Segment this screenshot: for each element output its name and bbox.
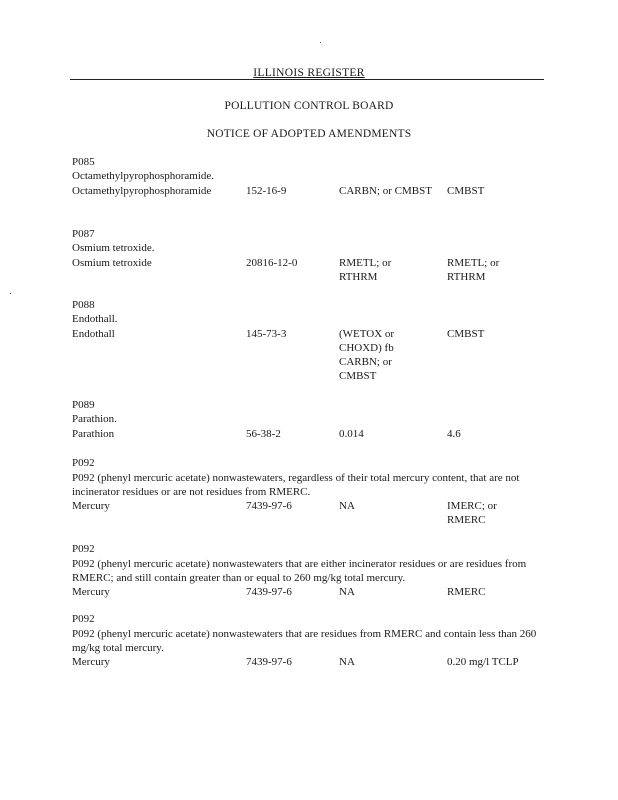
waste-description: Endothall.: [72, 313, 118, 325]
waste-code: P089: [72, 399, 95, 411]
constituent-name: Parathion: [72, 428, 115, 440]
nonwastewater-standard: CMBST: [447, 328, 485, 340]
nonwastewater-standard: IMERC; or RMERC: [447, 500, 497, 526]
waste-code: P092: [72, 543, 95, 555]
nonwastewater-standard: RMERC: [447, 586, 486, 598]
waste-code: P092: [72, 457, 95, 469]
waste-entry: [72, 228, 552, 288]
waste-code: P087: [72, 228, 95, 240]
waste-entry: [72, 399, 552, 444]
nonwastewater-standard: 0.20 mg/l TCLP: [447, 656, 519, 668]
register-title: ILLINOIS REGISTER: [253, 67, 365, 79]
scan-speck: [320, 42, 321, 43]
header-rule: [70, 79, 544, 80]
waste-description: Parathion.: [72, 413, 117, 425]
waste-description: P092 (phenyl mercuric acetate) nonwastewaters that are residues from RMERC and contain less than 260 mg/kg total mercury.: [72, 628, 537, 654]
constituent-name: Mercury: [72, 656, 110, 668]
waste-code: P088: [72, 299, 95, 311]
constituent-name: Mercury: [72, 500, 110, 512]
nonwastewater-standard: CMBST: [447, 185, 485, 197]
waste-description: P092 (phenyl mercuric acetate) nonwastewaters, regardless of their total mercury content, that are not incinerator residues or are not residues from RMERC.: [72, 472, 520, 498]
cas-number: 20816-12-0: [246, 257, 298, 269]
cas-number: 7439-97-6: [246, 586, 292, 598]
cas-number: 56-38-2: [246, 428, 281, 440]
waste-code: P085: [72, 156, 95, 168]
nonwastewater-standard: 4.6: [447, 428, 461, 440]
waste-description: Osmium tetroxide.: [72, 242, 155, 254]
scan-speck: [10, 293, 11, 294]
nonwastewater-standard: RMETL; or RTHRM: [447, 257, 500, 283]
wastewater-standard: 0.014: [339, 428, 364, 440]
cas-number: 152-16-9: [246, 185, 287, 197]
constituent-name: Endothall: [72, 328, 115, 340]
constituent-name: Octamethylpyrophosphoramide: [72, 185, 212, 197]
wastewater-standard: CARBN; or CMBST: [339, 185, 432, 197]
cas-number: 7439-97-6: [246, 500, 292, 512]
waste-entry: [72, 299, 552, 389]
waste-description: Octamethylpyrophosphoramide.: [72, 170, 215, 182]
wastewater-standard: (WETOX or CHOXD) fb CARBN; or CMBST: [339, 328, 395, 382]
wastewater-standard: NA: [339, 500, 355, 512]
waste-entry: [72, 156, 552, 216]
waste-description: P092 (phenyl mercuric acetate) nonwastewaters that are either incinerator residues or are residues from RMERC; and still contain greater than or equal to 260 mg/kg total mercury.: [72, 558, 527, 584]
notice-title: NOTICE OF ADOPTED AMENDMENTS: [206, 128, 412, 140]
constituent-name: Mercury: [72, 586, 110, 598]
wastewater-standard: RMETL; or RTHRM: [339, 257, 392, 283]
cas-number: 145-73-3: [246, 328, 287, 340]
wastewater-standard: NA: [339, 656, 355, 668]
waste-entry: [72, 543, 552, 603]
board-title: POLLUTION CONTROL BOARD: [224, 100, 394, 112]
constituent-name: Osmium tetroxide: [72, 257, 152, 269]
waste-entry: [72, 613, 552, 673]
wastewater-standard: NA: [339, 586, 355, 598]
waste-entry: [72, 457, 552, 532]
cas-number: 7439-97-6: [246, 656, 292, 668]
waste-code: P092: [72, 613, 95, 625]
